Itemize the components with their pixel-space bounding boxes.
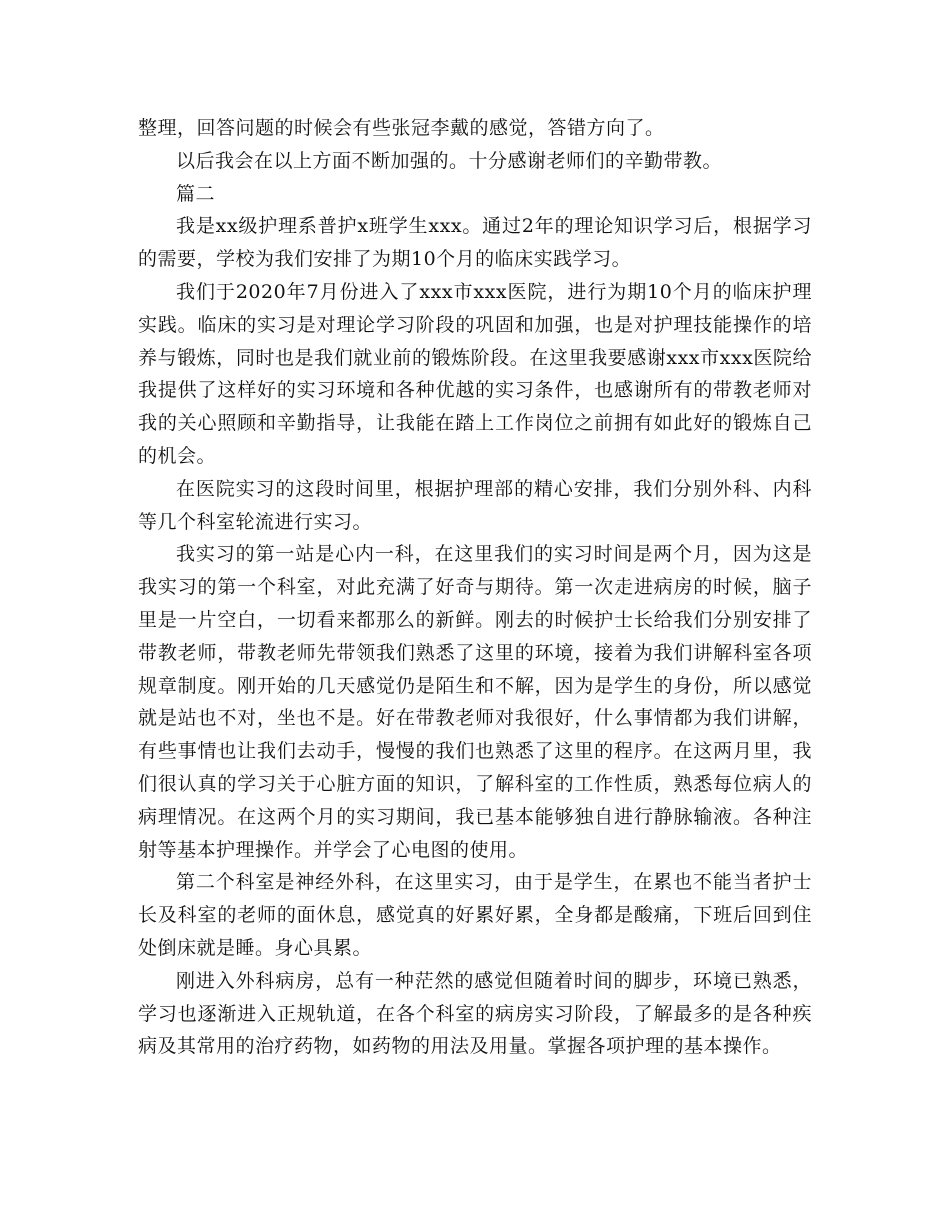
paragraph-6: 我实习的第一站是心内一科，在这里我们的实习时间是两个月，因为这是我实习的第一个科室，对此充满了好奇与期待。第一次走进病房的时候，脑子里是一片空白，一切看来都那么的新鲜。刚去的时候护士长给我们分别安排了带教老师，带教老师先带领我们熟悉了这里的环境，接着为我们讲解科室各项规章制度。刚开始的几天感觉仍是陌生和不解，因为是学生的身份，所以感觉就是站也不对，坐也不是。好在带教老师对我很好，什么事情都为我们讲解，有些事情也让我们去动手，慢慢的我们也熟悉了这里的程序。在这两月里，我们很认真的学习关于心脏方面的知识，了解科室的工作性质，熟悉每位病人的病理情况。在这两个月的实习期间，我已基本能够独自进行静脉输液。各种注射等基本护理操作。并学会了心电图的使用。 xyxy=(138,543,812,861)
paragraph-8: 刚进入外科病房，总有一种茫然的感觉但随着时间的脚步，环境已熟悉，学习也逐渐进入正规轨道，在各个科室的病房实习阶段，了解最多的是各种疾病及其常用的治疗药物，如药物的用法及用量。掌握各项护理的基本操作。 xyxy=(138,969,812,1058)
section-heading: 篇二 xyxy=(176,182,216,205)
document-body xyxy=(138,112,812,1063)
paragraph-7: 第二个科室是神经外科，在这里实习，由于是学生，在累也不能当者护士长及科室的老师的面休息，感觉真的好累好累，全身都是酸痛，下班后回到住处倒床就是睡。身心具累。 xyxy=(138,871,812,959)
paragraph-5: 在医院实习的这段时间里，根据护理部的精心安排，我们分别外科、内科等几个科室轮流进行实习。 xyxy=(138,477,812,533)
paragraph-4: 我们于2020年7月份进入了xxx市xxx医院，进行为期10个月的临床护理实践。临床的实习是对理论学习阶段的巩固和加强，也是对护理技能操作的培养与锻炼，同时也是我们就业前的锻炼阶段。在这里我要感谢xxx市xxx医院给我提供了这样好的实习环境和各种优越的实习条件，也感谢所有的带教老师对我的关心照顾和辛勤指导，让我能在踏上工作岗位之前拥有如此好的锻炼自己的机会。 xyxy=(138,280,812,467)
paragraph-2: 以后我会在以上方面不断加强的。十分感谢老师们的辛勤带教。 xyxy=(176,149,723,172)
paragraph-3: 我是xx级护理系普护x班学生xxx。通过2年的理论知识学习后，根据学习的需要，学校为我们安排了为期10个月的临床实践学习。 xyxy=(138,215,812,271)
paragraph-1: 整理，回答问题的时候会有些张冠李戴的感觉，答错方向了。 xyxy=(138,117,665,139)
